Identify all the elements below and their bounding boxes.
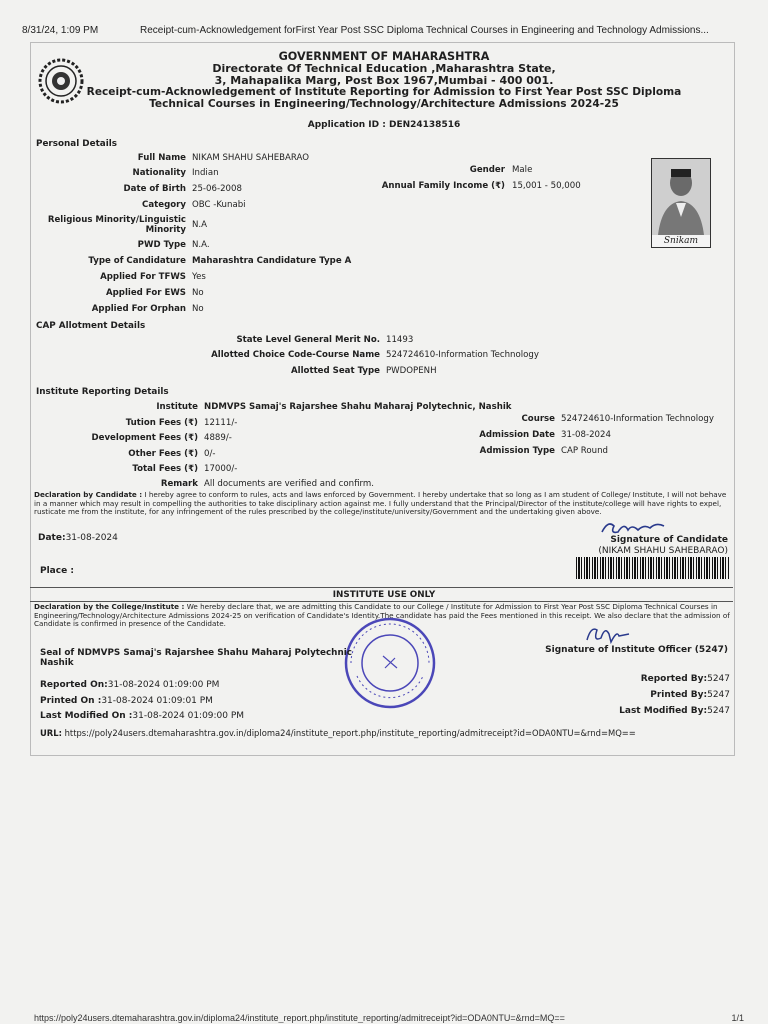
pwd-label: PWD Type xyxy=(137,240,186,250)
reported-by-label: Reported By: xyxy=(640,674,708,684)
category-label: Category xyxy=(142,200,186,210)
place-label: Place : xyxy=(40,566,74,576)
candidate-photo xyxy=(651,158,711,248)
modified-on-row xyxy=(40,711,244,722)
application-id xyxy=(0,120,768,130)
modified-by-value: 5247 xyxy=(707,706,730,716)
minority-value: N.A xyxy=(192,220,208,230)
printed-on-label: Printed On : xyxy=(40,696,102,706)
printed-on-row xyxy=(40,696,213,707)
url-row xyxy=(40,728,636,739)
income-label: Annual Family Income (₹) xyxy=(381,181,505,191)
merit-label: State Level General Merit No. xyxy=(236,335,380,345)
minority-label-1: Religious Minority/Linguistic xyxy=(47,215,186,225)
receipt-title-line2: Technical Courses in Engineering/Technology/Architecture Admissions 2024-25 xyxy=(149,98,619,110)
institute-seal-icon xyxy=(343,616,437,710)
candidate-name-under-signature: (NIKAM SHAHU SAHEBARAO) xyxy=(598,546,728,556)
admission-type-value: CAP Round xyxy=(561,446,608,456)
printed-by-label: Printed By: xyxy=(650,690,708,700)
admission-date-value: 31-08-2024 xyxy=(561,430,611,440)
seat-value: PWDOPENH xyxy=(386,366,437,376)
print-datetime: 8/31/24, 1:09 PM xyxy=(22,25,99,36)
date-value: 31-08-2024 xyxy=(65,533,118,543)
nationality-label: Nationality xyxy=(132,168,186,178)
modified-by-label: Last Modified By: xyxy=(619,706,708,716)
modified-on-label: Last Modified On : xyxy=(40,711,133,721)
divider xyxy=(30,587,733,588)
tution-fees-value: 12111/- xyxy=(204,418,238,428)
printed-by-value: 5247 xyxy=(707,690,730,700)
dob-value: 25-06-2008 xyxy=(192,184,242,194)
ews-label: Applied For EWS xyxy=(105,288,186,298)
total-fees-value: 17000/- xyxy=(204,464,238,474)
ews-value: No xyxy=(192,288,204,298)
footer-page: 1/1 xyxy=(731,1013,744,1023)
candidature-value: Maharashtra Candidature Type A xyxy=(192,256,352,266)
personal-section-title: Personal Details xyxy=(36,139,117,149)
institute-use-title: INSTITUTE USE ONLY xyxy=(332,590,436,600)
print-title: Receipt-cum-Acknowledgement forFirst Year Post SSC Diploma Technical Courses in Engineering and Technology Admissions... xyxy=(140,25,709,36)
reported-on-value: 31-08-2024 01:09:00 PM xyxy=(107,680,220,690)
category-value: OBC -Kunabi xyxy=(192,200,246,210)
officer-signature-label: Signature of Institute Officer (5247) xyxy=(545,645,728,655)
merit-value: 11493 xyxy=(386,335,414,345)
reported-on-label: Reported On: xyxy=(40,680,108,690)
remark-value: All documents are verified and confirm. xyxy=(204,479,374,489)
course-value: 524724610-Information Technology xyxy=(561,414,714,424)
admission-date-label: Admission Date xyxy=(479,430,555,440)
minority-label-2: Minority xyxy=(145,225,186,235)
admission-type-label: Admission Type xyxy=(479,446,555,456)
candidate-declaration-text: I hereby agree to conform to rules, acts and laws enforced by Government. I hereby undertake that so long as I am student of College/ Institute, I will not behave in a manner which may result in compelling the authorities to take disciplinary action against me. I fully understand that the Principal/Director of the institute/college will have rights to expel, rusticate me from the institute, for any infringement of the rules prescribed by the college/institute/university/Government and the undertaking given above. xyxy=(34,490,727,517)
candidate-declaration-label: Declaration by Candidate : xyxy=(34,490,143,499)
candidate-signature-label: Signature of Candidate xyxy=(610,535,728,545)
seal-label-line1: Seal of NDMVPS Samaj's Rajarshee Shahu Maharaj Polytechnic xyxy=(40,648,352,658)
institute-declaration-label: Declaration by the College/Institute : xyxy=(34,602,185,611)
url-label: URL: xyxy=(40,728,62,738)
candidate-portrait-icon xyxy=(652,159,710,235)
printed-by-row xyxy=(650,690,730,701)
reported-by-row xyxy=(641,674,730,685)
remark-label: Remark xyxy=(160,479,198,489)
development-fees-label: Development Fees (₹) xyxy=(91,433,198,443)
total-fees-label: Total Fees (₹) xyxy=(132,464,198,474)
choice-value: 524724610-Information Technology xyxy=(386,350,539,360)
other-fees-value: 0/- xyxy=(204,449,216,459)
barcode xyxy=(576,557,729,579)
application-id-value: DEN24138516 xyxy=(388,120,461,130)
gender-value: Male xyxy=(512,165,533,175)
tfws-label: Applied For TFWS xyxy=(100,272,186,282)
date-label: Date: xyxy=(38,533,66,543)
date-row xyxy=(38,533,118,544)
directorate-line: Directorate Of Technical Education ,Maharashtra State, xyxy=(212,62,556,75)
candidature-label: Type of Candidature xyxy=(88,256,186,266)
choice-label: Allotted Choice Code-Course Name xyxy=(211,350,380,360)
orphan-value: No xyxy=(192,304,204,314)
reported-on-row xyxy=(40,680,219,691)
pwd-value: N.A. xyxy=(192,240,210,250)
cap-section-title: CAP Allotment Details xyxy=(36,321,146,331)
address-line: 3, Mahapalika Marg, Post Box 1967,Mumbai - 400 001. xyxy=(214,74,554,87)
url-value: https://poly24users.dtemaharashtra.gov.in/diploma24/institute_report.php/institute_reporting/admitreceipt?id=ODA0NTU=&rnd=MQ== xyxy=(64,728,636,738)
application-id-label: Application ID : xyxy=(307,120,386,130)
printed-on-value: 31-08-2024 01:09:01 PM xyxy=(101,696,213,706)
receipt-title-line1: Receipt-cum-Acknowledgement of Institute Reporting for Admission to First Year Post SSC Diploma xyxy=(86,86,682,98)
seal-label-line2: Nashik xyxy=(40,658,74,668)
institute-declaration-text: We hereby declare that, we are admitting this Candidate to our College / Institute for Admission to First Year Post SSC Diploma Technical Courses in Engineering/Technology/Architecture Admissions 2024-25 on verification of Candidate's Identity.The candidate has paid the Fees mentioned in this receipt. We also declare that the admission of Candidate is confirmed in presence of the Candidate. xyxy=(34,602,730,629)
dob-label: Date of Birth xyxy=(123,184,186,194)
gender-label: Gender xyxy=(469,165,505,175)
gov-title: GOVERNMENT OF MAHARASHTRA xyxy=(278,50,490,63)
other-fees-label: Other Fees (₹) xyxy=(128,449,198,459)
tfws-value: Yes xyxy=(192,272,206,282)
reported-by-value: 5247 xyxy=(707,674,730,684)
photo-signature: Snikam xyxy=(652,235,710,247)
course-label: Course xyxy=(521,414,555,424)
institute-value: NDMVPS Samaj's Rajarshee Shahu Maharaj Polytechnic, Nashik xyxy=(204,402,512,412)
footer-url: https://poly24users.dtemaharashtra.gov.in/diploma24/institute_report.php/institute_reporting/admitreceipt?id=ODA0NTU=&rnd=MQ== xyxy=(34,1013,565,1023)
full-name-value: NIKAM SHAHU SAHEBARAO xyxy=(192,153,310,163)
nationality-value: Indian xyxy=(192,168,219,178)
income-value: 15,001 - 50,000 xyxy=(512,181,581,191)
seat-label: Allotted Seat Type xyxy=(291,366,380,376)
institute-section-title: Institute Reporting Details xyxy=(36,387,169,397)
modified-by-row xyxy=(619,706,730,717)
candidate-declaration xyxy=(34,491,734,517)
full-name-label: Full Name xyxy=(137,153,186,163)
development-fees-value: 4889/- xyxy=(204,433,232,443)
modified-on-value: 31-08-2024 01:09:00 PM xyxy=(132,711,245,721)
institute-label: Institute xyxy=(156,402,198,412)
orphan-label: Applied For Orphan xyxy=(91,304,186,314)
tution-fees-label: Tution Fees (₹) xyxy=(125,418,198,428)
